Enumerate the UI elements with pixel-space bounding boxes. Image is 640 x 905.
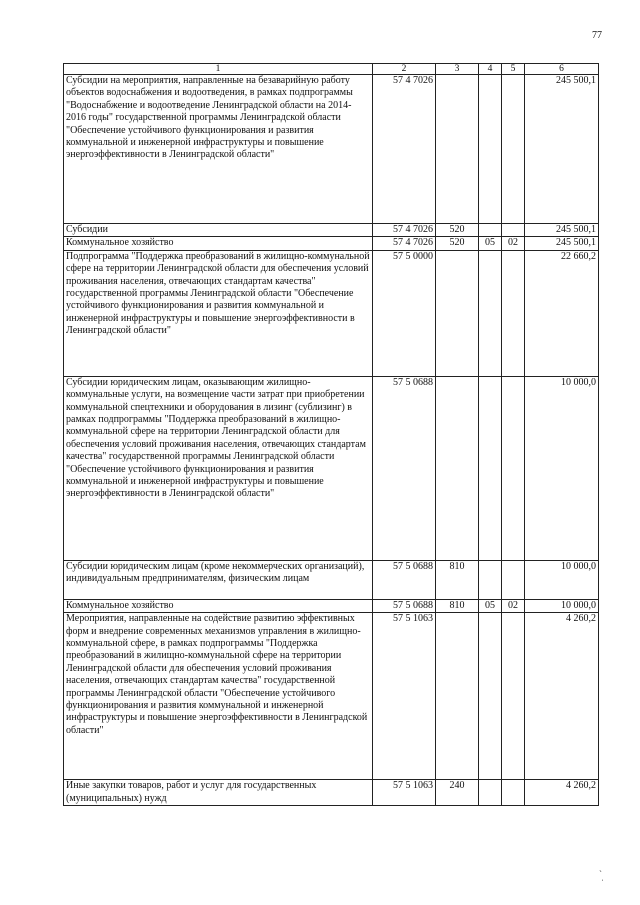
row-kvr: 520 — [436, 237, 479, 250]
row-kvr: 240 — [436, 780, 479, 806]
row-description: Субсидии юридическим лицам (кроме некоммерческих организаций), индивидуальным предпринимателям, физическим лицам — [64, 560, 373, 599]
row-sum: 245 500,1 — [525, 237, 599, 250]
row-pr — [502, 376, 525, 560]
row-rz — [479, 376, 502, 560]
row-pr: 02 — [502, 237, 525, 250]
row-description: Коммунальное хозяйство — [64, 237, 373, 250]
row-code: 57 5 0688 — [373, 560, 436, 599]
row-rz — [479, 224, 502, 237]
row-pr — [502, 75, 525, 224]
table-row — [64, 250, 599, 376]
row-pr — [502, 613, 525, 780]
row-rz: 05 — [479, 599, 502, 612]
row-code: 57 4 7026 — [373, 75, 436, 224]
page-number: 77 — [592, 30, 602, 41]
table-header-row — [64, 64, 599, 75]
row-description: Коммунальное хозяйство — [64, 599, 373, 612]
row-rz — [479, 780, 502, 806]
header-col-2: 2 — [373, 64, 436, 75]
row-description: Субсидии — [64, 224, 373, 237]
row-code: 57 5 1063 — [373, 780, 436, 806]
row-code: 57 4 7026 — [373, 237, 436, 250]
row-code: 57 5 0000 — [373, 250, 436, 376]
scan-mark: ˎ — [599, 862, 602, 872]
row-code: 57 5 0688 — [373, 376, 436, 560]
row-rz — [479, 613, 502, 780]
row-code: 57 4 7026 — [373, 224, 436, 237]
row-sum: 4 260,2 — [525, 613, 599, 780]
table-row — [64, 224, 599, 237]
budget-table — [63, 63, 599, 806]
row-sum: 10 000,0 — [525, 599, 599, 612]
row-description: Субсидии юридическим лицам, оказывающим жилищно-коммунальные услуги, на возмещение части затрат при приобретении коммунальной спецтехники и оборудования в лизинг (сублизинг) в рамках подпрограммы "Поддержка преобразований в жилищно-коммунальной сфере на территории Ленинградской области для обеспечения условий проживания населения, отвечающих стандартам качества" государственной программы Ленинградской области "Обеспечение устойчивого функционирования и развития коммунальной и инженерной инфраструктуры и повышение энергоэффективности в Ленинградской области" — [64, 376, 373, 560]
row-kvr: 810 — [436, 599, 479, 612]
row-pr — [502, 780, 525, 806]
row-pr — [502, 560, 525, 599]
table-row — [64, 613, 599, 780]
row-description: Подпрограмма "Поддержка преобразований в жилищно-коммунальной сфере на территории Ленинградской области для обеспечения условий проживания населения, отвечающих стандартам качества" государственной программы Ленинградской области "Обеспечение устойчивого функционирования и развития коммунальной и инженерной инфраструктуры и повышение энергоэффективности в Ленинградской области" — [64, 250, 373, 376]
table-row — [64, 376, 599, 560]
row-code: 57 5 1063 — [373, 613, 436, 780]
header-col-3: 3 — [436, 64, 479, 75]
table-row — [64, 560, 599, 599]
row-description: Мероприятия, направленные на содействие развитию эффективных форм и внедрение современных механизмов управления в жилищно-коммунальной сфере, в рамках подпрограммы "Поддержка преобразований в жилищно-коммунальной сфере на территории Ленинградской области для обеспечения условий проживания населения, отвечающих стандартам качества" государственной программы Ленинградской области "Обеспечение устойчивого функционирования и развития коммунальной и инженерной инфраструктуры и повышение энергоэффективности в Ленинградской области" — [64, 613, 373, 780]
header-col-1: 1 — [64, 64, 373, 75]
row-sum: 10 000,0 — [525, 376, 599, 560]
header-col-6: 6 — [525, 64, 599, 75]
row-sum: 4 260,2 — [525, 780, 599, 806]
row-sum: 245 500,1 — [525, 224, 599, 237]
row-kvr — [436, 75, 479, 224]
row-kvr — [436, 250, 479, 376]
row-kvr — [436, 613, 479, 780]
table-row — [64, 237, 599, 250]
table-row — [64, 75, 599, 224]
row-sum: 10 000,0 — [525, 560, 599, 599]
row-rz — [479, 250, 502, 376]
row-rz — [479, 75, 502, 224]
row-pr — [502, 250, 525, 376]
row-kvr: 810 — [436, 560, 479, 599]
row-description: Субсидии на мероприятия, направленные на безаварийную работу объектов водоснабжения и водоотведения, в рамках подпрограммы "Водоснабжение и водоотведение Ленинградской области на 2014-2016 годы" государственной программы Ленинградской области "Обеспечение устойчивого функционирования и развития коммунальной и инженерной инфраструктуры и повышение энергоэффективности в Ленинградской области" — [64, 75, 373, 224]
row-kvr: 520 — [436, 224, 479, 237]
row-sum: 245 500,1 — [525, 75, 599, 224]
header-col-4: 4 — [479, 64, 502, 75]
header-col-5: 5 — [502, 64, 525, 75]
row-rz: 05 — [479, 237, 502, 250]
table-row — [64, 599, 599, 612]
table-row — [64, 780, 599, 806]
row-kvr — [436, 376, 479, 560]
row-rz — [479, 560, 502, 599]
row-pr: 02 — [502, 599, 525, 612]
row-code: 57 5 0688 — [373, 599, 436, 612]
row-description: Иные закупки товаров, работ и услуг для государственных (муниципальных) нужд — [64, 780, 373, 806]
scan-mark: ˈ — [601, 878, 604, 888]
row-sum: 22 660,2 — [525, 250, 599, 376]
row-pr — [502, 224, 525, 237]
